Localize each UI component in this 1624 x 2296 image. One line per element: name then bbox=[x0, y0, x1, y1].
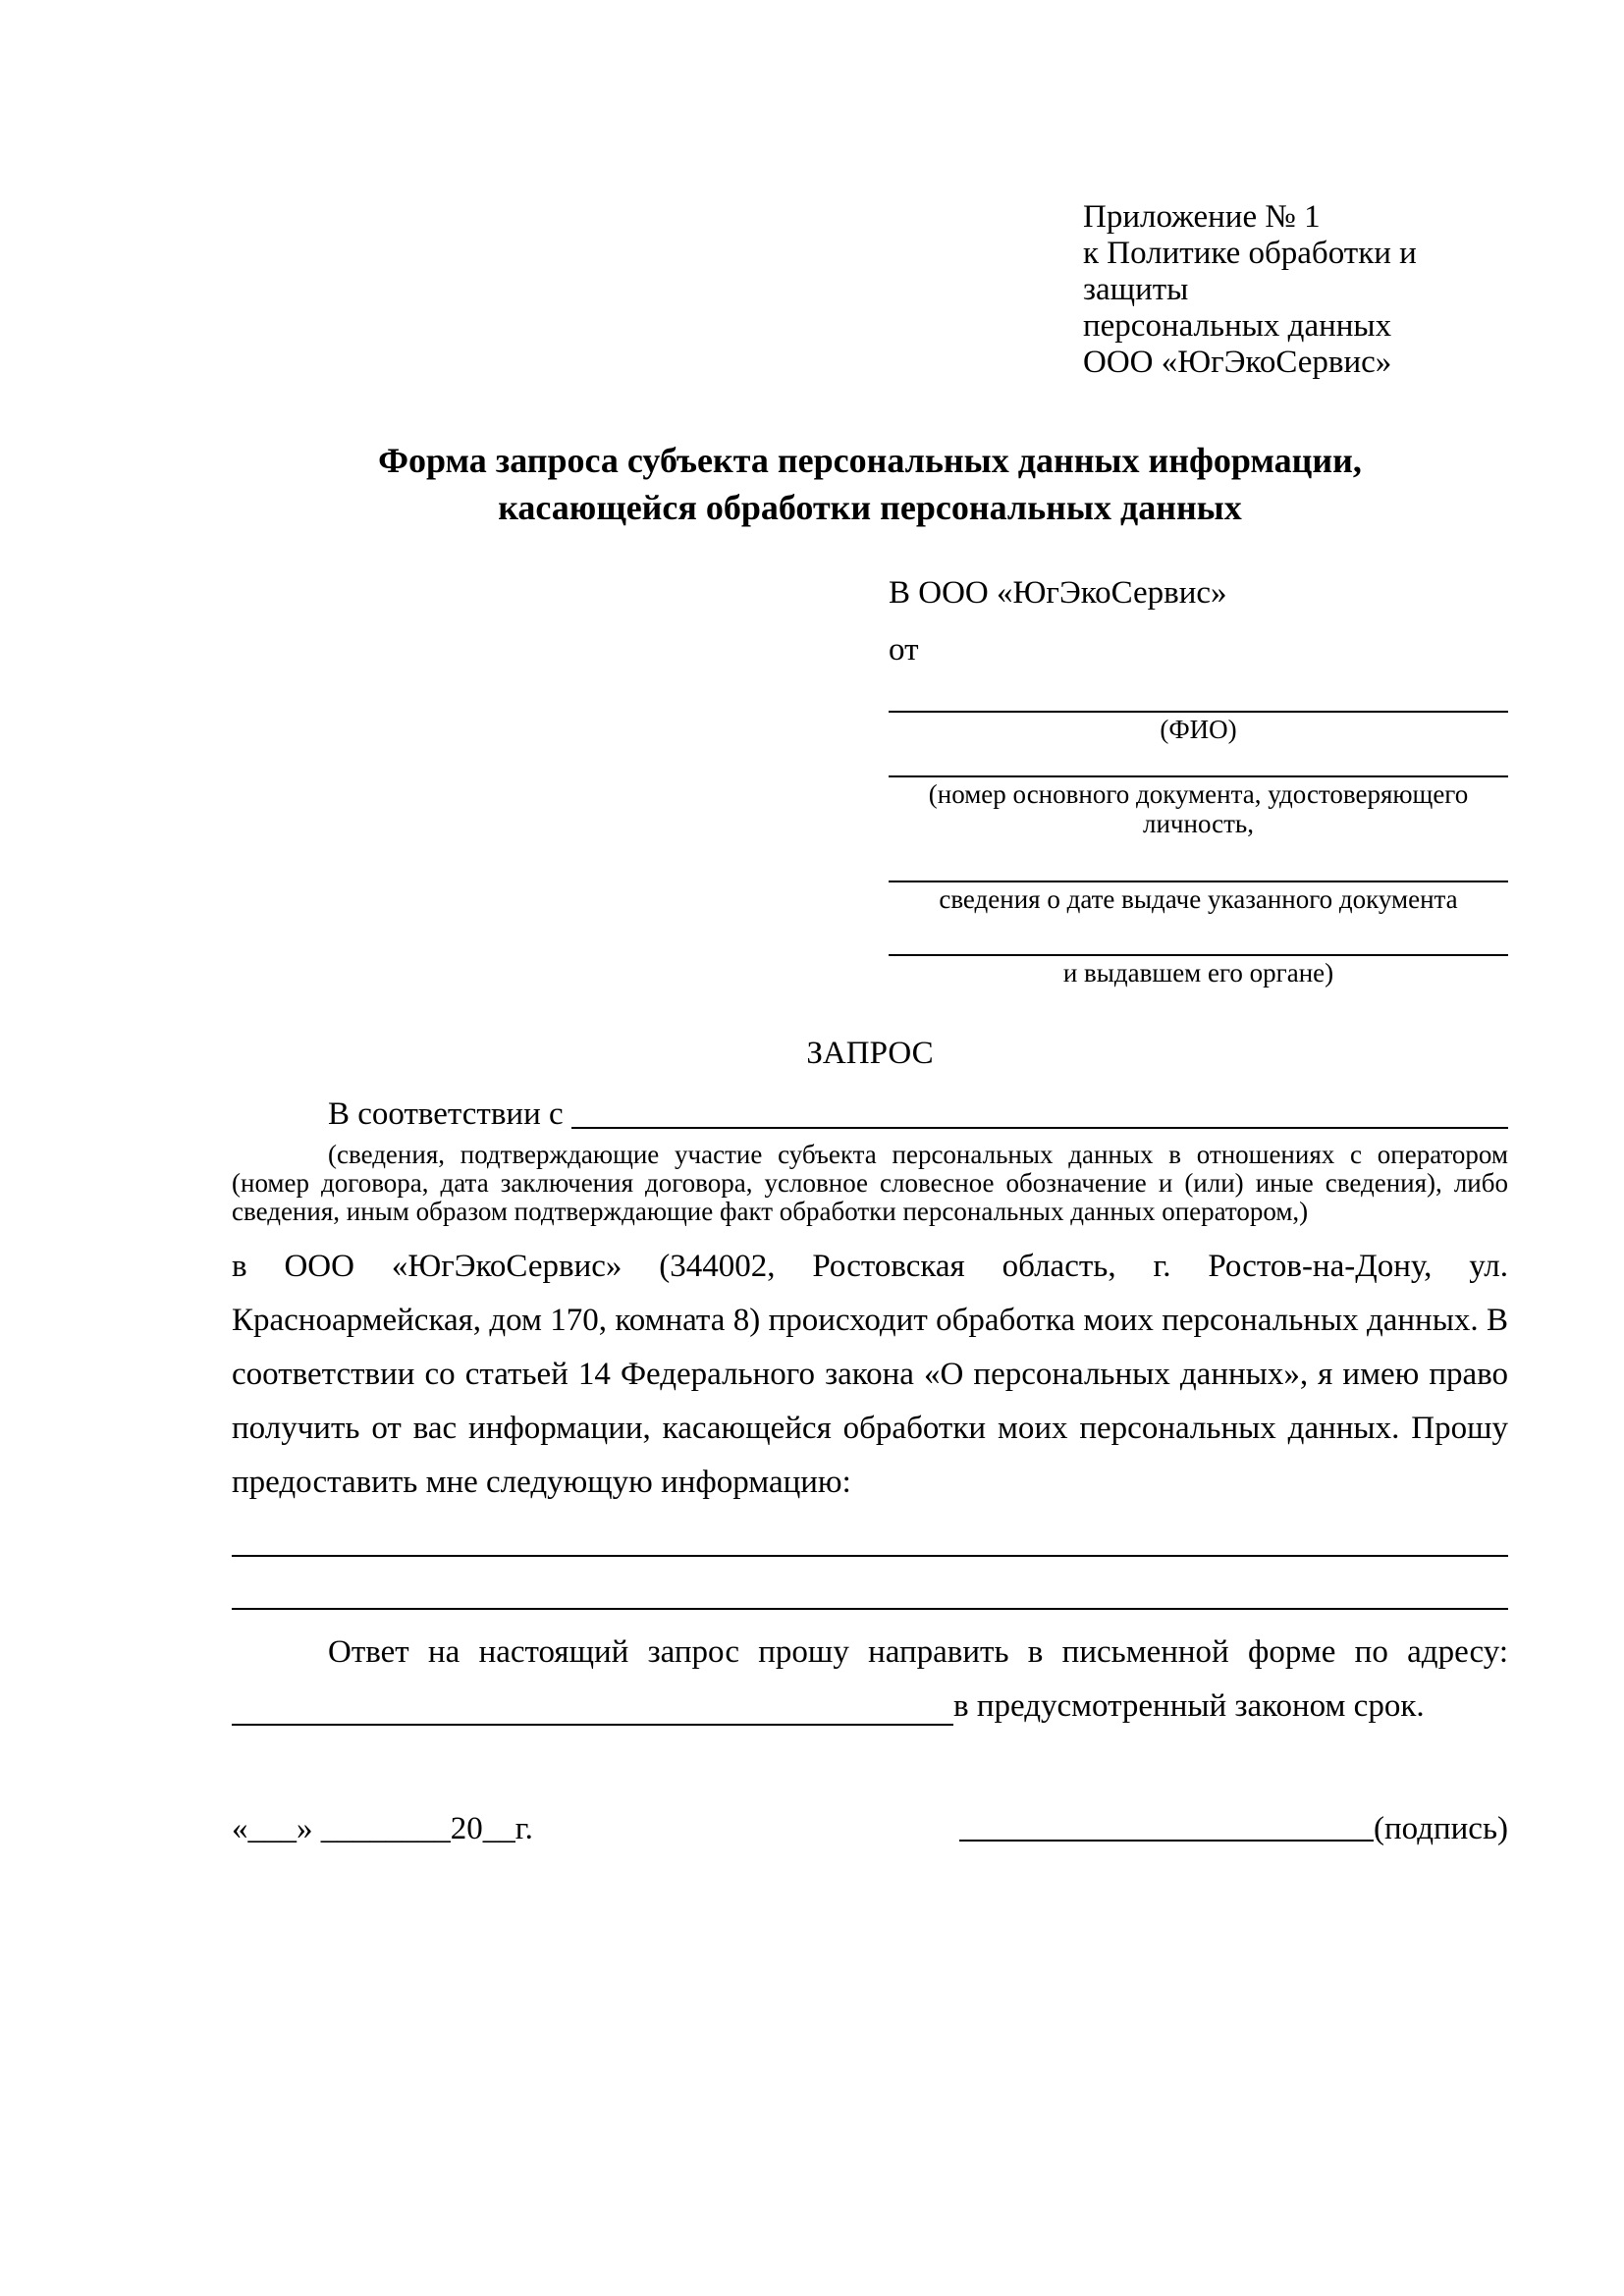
header-note-line-3: персональных данных bbox=[1083, 308, 1392, 344]
doc-number-caption: (номер основного документа, удостоверяющего личность, bbox=[928, 779, 1469, 838]
header-note bbox=[1083, 199, 1508, 381]
date-signature-row bbox=[232, 1808, 1508, 1849]
addressee-block bbox=[889, 574, 1508, 988]
addressee-to: В ООО «ЮгЭкоСервис» bbox=[889, 575, 1227, 611]
fio-field bbox=[889, 711, 1508, 744]
issue-org-field bbox=[889, 954, 1508, 988]
request-heading: ЗАПРОС bbox=[806, 1036, 934, 1071]
reply-request-line: Ответ на настоящий запрос прошу направить в письменной форме по адресу: bbox=[328, 1634, 1508, 1670]
request-body: в ООО «ЮгЭкоСервис» (344002, Ростовская область, г. Ростов-на-Дону, ул. Красноармейская, дом 170, комната 8) происходит обработка моих персональных данных. В соответствии со статьей 14 Федерального закона «О персональных данных», я имею право получить от вас информации, касающейся обработки моих персональных данных. Прошу предоставить мне следующую информацию: bbox=[232, 1249, 1508, 1500]
signature-blank-line bbox=[959, 1840, 1374, 1842]
intro-blank-line bbox=[571, 1127, 1508, 1129]
signature-area bbox=[959, 1808, 1508, 1849]
intro-label: В соответствии с bbox=[328, 1096, 564, 1132]
date-blank-text: «___» ________20__г. bbox=[232, 1811, 533, 1846]
issue-date-field bbox=[889, 881, 1508, 914]
signature-caption: (подпись) bbox=[1374, 1811, 1508, 1846]
document-title bbox=[232, 437, 1508, 531]
intro-line bbox=[232, 1094, 1508, 1135]
intro-footnote: (сведения, подтверждающие участие субъекта персональных данных в отношениях с оператором (номер договора, дата заключения договора, условное словесное обозначение и (или) иные сведения), либо сведения, иным образом подтверждающие факт обработки персональных данных оператором,) bbox=[232, 1140, 1508, 1226]
blank-line-2 bbox=[232, 1608, 1508, 1610]
reply-deadline-text: в предусмотренный законом срок. bbox=[953, 1688, 1425, 1724]
doc-number-field bbox=[889, 775, 1508, 838]
header-note-line-2: к Политике обработки и защиты bbox=[1083, 236, 1417, 307]
fio-caption: (ФИО) bbox=[1160, 715, 1237, 744]
reply-address-line bbox=[232, 1680, 1508, 1734]
document-title-line-1: Форма запроса субъекта персональных данных информации, bbox=[378, 441, 1362, 480]
issue-date-caption: сведения о дате выдаче указанного документа bbox=[939, 884, 1458, 914]
addressee-from-label: от bbox=[889, 632, 919, 667]
issue-org-caption: и выдавшем его органе) bbox=[1062, 958, 1334, 988]
header-note-line-4: ООО «ЮгЭкоСервис» bbox=[1083, 345, 1392, 380]
document-title-line-2: касающейся обработки персональных данных bbox=[498, 488, 1242, 527]
header-note-line-1: Приложение № 1 bbox=[1083, 199, 1321, 235]
reply-address-blank-line bbox=[232, 1724, 953, 1726]
blank-line-1 bbox=[232, 1555, 1508, 1557]
